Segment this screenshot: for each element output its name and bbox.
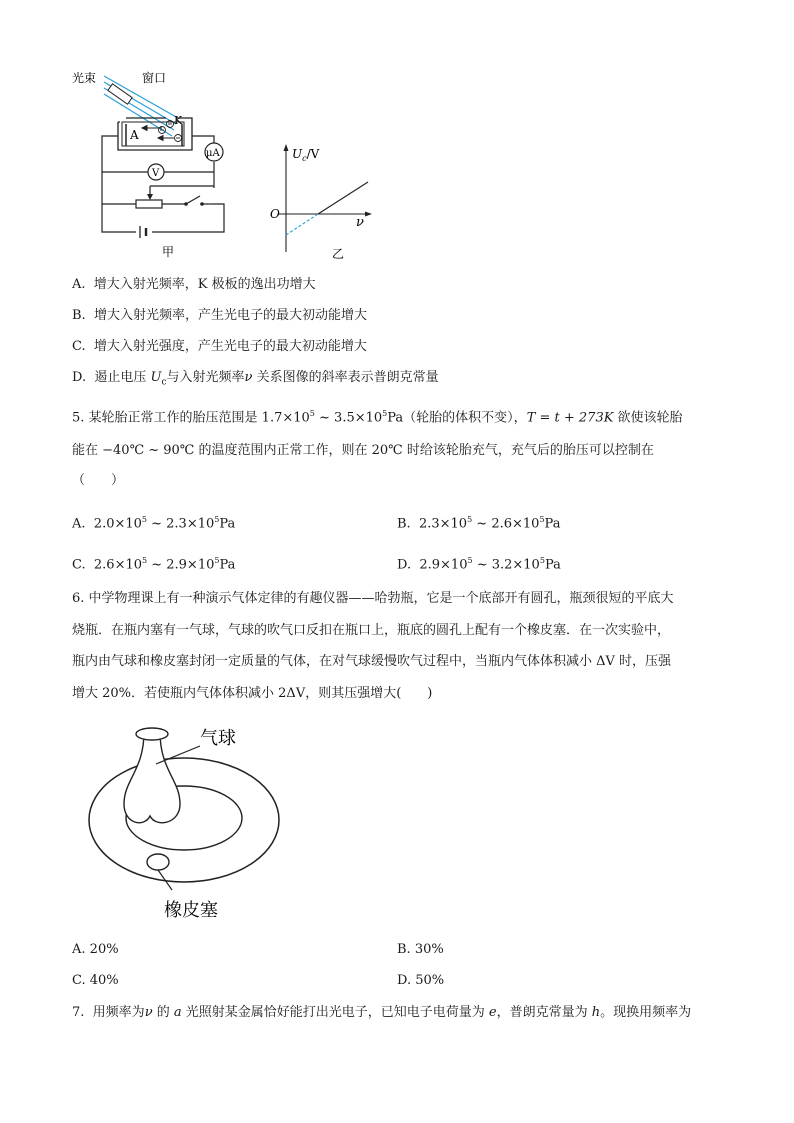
graph-line xyxy=(318,182,368,214)
q6-option-c: C. 40% xyxy=(72,973,119,988)
rheostat xyxy=(136,200,162,208)
q6-line-3: 瓶内由气球和橡皮塞封闭一定质量的气体，在对气球缓慢吹气过程中，当瓶内气体体积减小 ΔV 时，压强 xyxy=(72,654,672,669)
stopper-label: 橡皮塞 xyxy=(164,900,218,921)
origin-label: O xyxy=(270,207,280,221)
q6-option-b: B. 30% xyxy=(397,942,444,957)
y-axis-label: $U_c/V$ xyxy=(292,147,320,163)
light-rays xyxy=(104,76,178,136)
q4-option-d: D. 遏止电压 $U_c$与入射光频率ν 关系图像的斜率表示普朗克常量 xyxy=(72,370,439,388)
plate-k-label: K xyxy=(174,114,183,127)
q5-option-a: A. $2.0\times 10^5$ ~ $2.3\times 10^5Pa$ xyxy=(72,515,236,532)
photoelectric-circuit-figure xyxy=(66,62,246,262)
q6-option-a: A. 20% xyxy=(72,942,119,957)
plate-a-label: A xyxy=(130,128,139,142)
q6-option-d: D. 50% xyxy=(397,973,445,988)
q4-option-b: B. 增大入射光频率，产生光电子的最大初动能增大 xyxy=(72,308,367,323)
uc-nu-graph xyxy=(268,140,378,265)
q7-line-1: 7. 用频率为ν 的 a 光照射某金属恰好能打出光电子，已知电子电荷量为 e，普朗克常量为 h。现换用频率为 xyxy=(72,1005,692,1020)
voltmeter-label: V xyxy=(152,168,160,179)
balloon xyxy=(124,732,180,823)
figure-b-caption: 乙 xyxy=(332,247,345,261)
hubble-bottle-figure xyxy=(84,720,294,925)
q6-line-4: 增大 20%．若使瓶内气体体积减小 2ΔV，则其压强增大( ) xyxy=(72,686,433,701)
q6-line-2: 烧瓶．在瓶内塞有一气球，气球的吹气口反扣在瓶口上，瓶底的圆孔上配有一个橡皮塞．在一次实验中， xyxy=(72,623,671,638)
q5-line-1: 5. 某轮胎正常工作的胎压范围是 $1.7\times 10^5$ ~ $3.5\times 10^5Pa$（轮胎的体积不变），T = t + 273K 欲使该轮胎 xyxy=(72,409,683,426)
graph-line-extension xyxy=(286,214,318,235)
light-beam-label: 光束 xyxy=(72,71,97,85)
q4-option-c: C. 增大入射光强度，产生光电子的最大初动能增大 xyxy=(72,339,367,354)
window-glass xyxy=(108,84,132,104)
microammeter-label: μA xyxy=(206,148,220,159)
q5-line-3: （ ） xyxy=(72,473,125,488)
q5-option-d: D. $2.9\times 10^5$ ~ $3.2\times 10^5Pa$ xyxy=(397,556,561,573)
figure-a-caption: 甲 xyxy=(162,245,175,259)
q4-option-a: A. 增大入射光频率，K 极板的逸出功增大 xyxy=(72,277,316,292)
window-label: 窗口 xyxy=(142,71,167,85)
q5-option-b: B. $2.3\times 10^5$ ~ $2.6\times 10^5Pa$ xyxy=(397,515,561,532)
switch xyxy=(186,196,200,204)
x-axis-label: ν xyxy=(356,215,364,230)
bottle-outer xyxy=(89,758,279,882)
rubber-stopper xyxy=(147,854,169,870)
q6-line-1: 6. 中学物理课上有一种演示气体定律的有趣仪器——哈勃瓶，它是一个底部开有圆孔，瓶颈很短的平底大 xyxy=(72,591,674,606)
q5-line-2: 能在 −40℃ ~ 90℃ 的温度范围内正常工作，则在 20℃ 时给该轮胎充气，充气后的胎压可以控制在 xyxy=(72,443,654,458)
q5-option-c: C. $2.6\times 10^5$ ~ $2.9\times 10^5Pa$ xyxy=(72,556,236,573)
balloon-label: 气球 xyxy=(200,728,236,749)
balloon-mouth xyxy=(136,728,168,740)
